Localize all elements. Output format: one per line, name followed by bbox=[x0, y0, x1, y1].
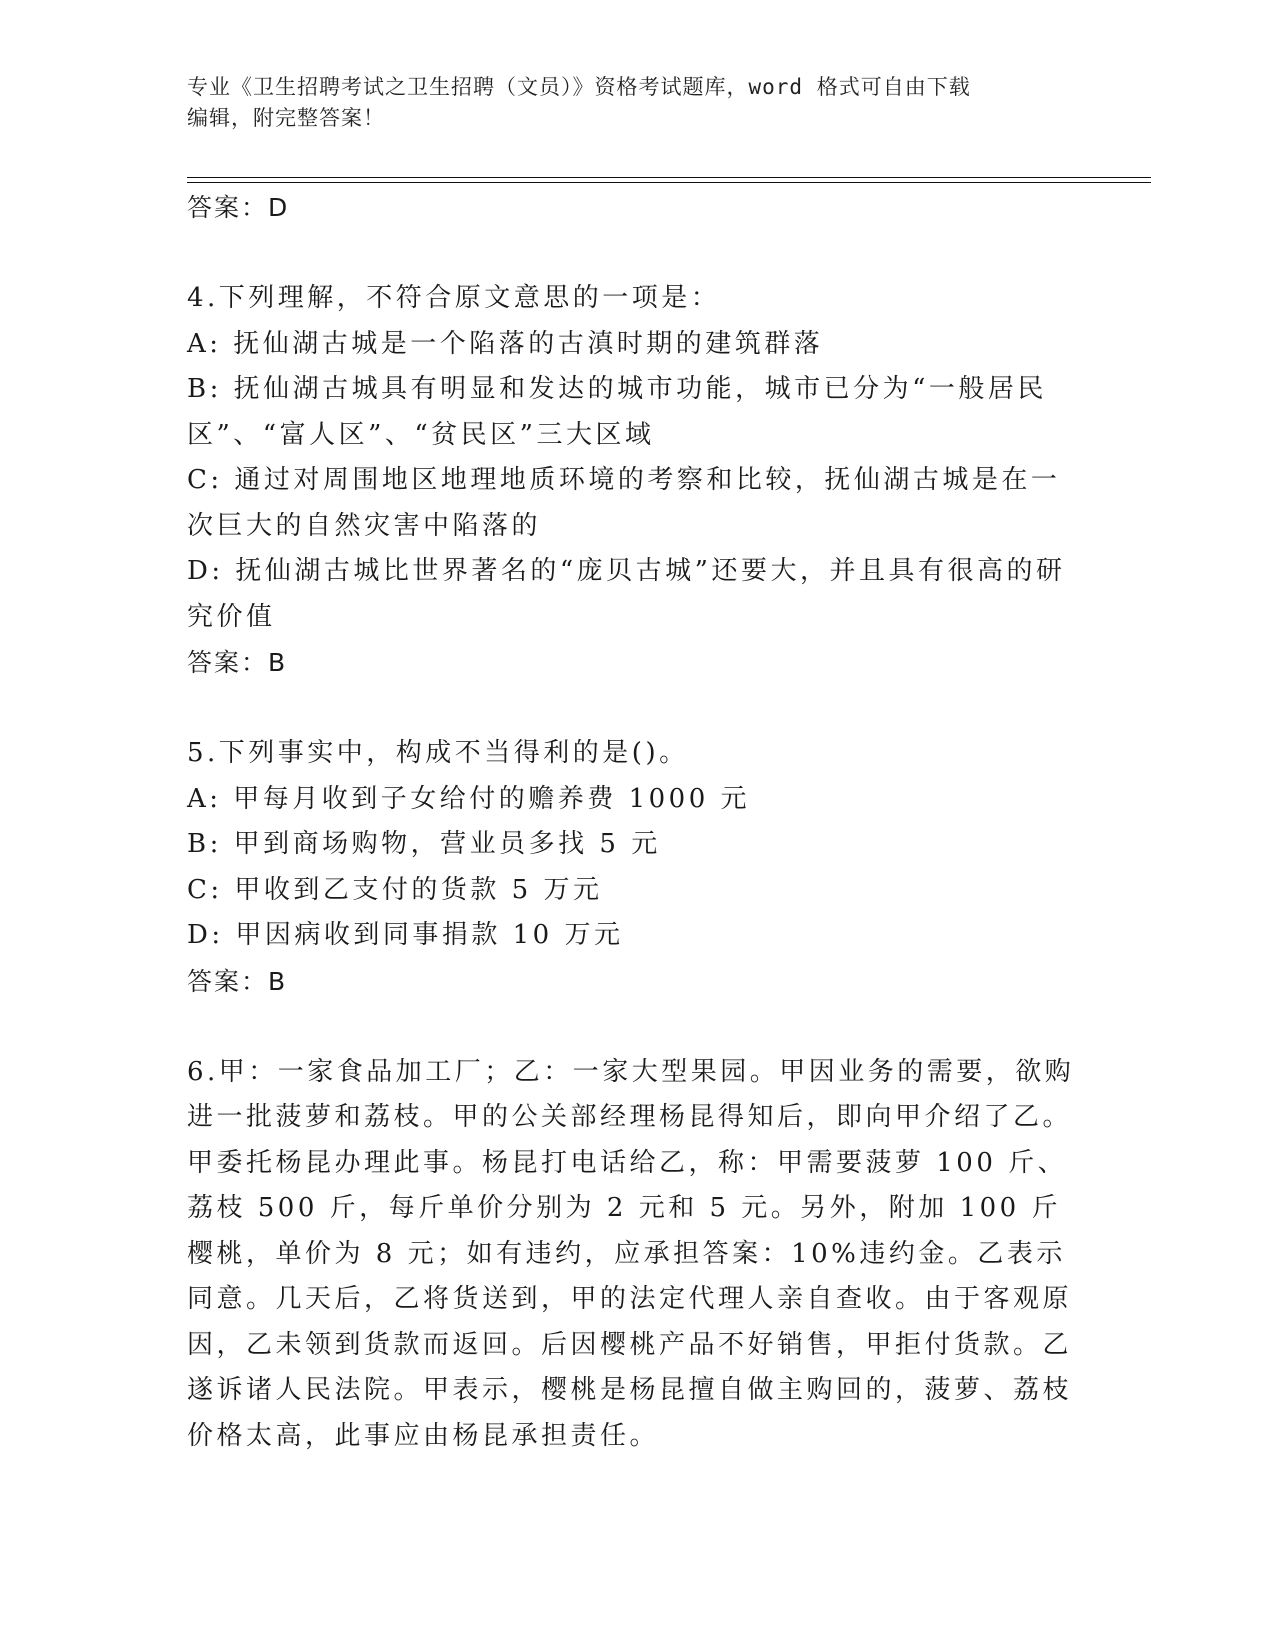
question-5-option-c: C: 甲收到乙支付的货款 5 万元 bbox=[187, 874, 603, 905]
question-5 bbox=[187, 731, 1087, 1004]
question-5-option-b: B: 甲到商场购物，营业员多找 5 元 bbox=[187, 829, 661, 859]
question-5-option-a: A: 甲每月收到子女给付的赡养费 1000 元 bbox=[187, 783, 750, 814]
spacer bbox=[187, 686, 1087, 732]
question-4-stem: 4.下列理解，不符合原文意思的一项是： bbox=[187, 283, 721, 313]
header-rule-top bbox=[187, 177, 1151, 178]
question-6 bbox=[187, 1050, 1087, 1460]
question-5-option-d: D: 甲因病收到同事捐款 10 万元 bbox=[187, 920, 624, 950]
question-5-stem: 5.下列事实中，构成不当得利的是()。 bbox=[187, 738, 689, 768]
question-4-option-c: C: 通过对周围地区地理地质环境的考察和比较，抚仙湖古城是在一次巨大的自然灾害中陷落的 bbox=[187, 465, 1061, 541]
question-4-option-a: A: 抚仙湖古城是一个陷落的古滇时期的建筑群落 bbox=[187, 328, 824, 359]
question-4-option-b: B: 抚仙湖古城具有明显和发达的城市功能，城市已分为“一般居民区”、“富人区”、“贫民区”三大区域 bbox=[187, 374, 1047, 450]
answer-question-5: 答案：B bbox=[187, 966, 288, 996]
answer-previous: 答案：D bbox=[187, 193, 290, 222]
spacer bbox=[187, 231, 1087, 277]
header-rule-bottom bbox=[187, 182, 1151, 183]
question-6-stem: 6.甲：一家食品加工厂；乙：一家大型果园。甲因业务的需要，欲购进一批菠萝和荔枝。甲的公关部经理杨昆得知后，即向甲介绍了乙。甲委托杨昆办理此事。杨昆打电话给乙，称：甲需要菠萝 100 斤、荔枝 500 斤，每斤单价分别为 2 元和 5 元。另外，附加 100 斤樱桃，单价为 8 元；如有违约，应承担答案：10%违约金。乙表示同意。几天后，乙将货送到，甲的法定代理人亲自查收。由于客观原因，乙未领到货款而返回。后因樱桃产品不好销售，甲拒付货款。乙遂诉诸人民法院。甲表示，樱桃是杨昆擅自做主购回的，菠萝、荔枝价格太高，此事应由杨昆承担责任。 bbox=[187, 1056, 1075, 1451]
question-4 bbox=[187, 276, 1087, 686]
question-4-option-d: D: 抚仙湖古城比世界著名的“庞贝古城”还要大，并且具有很高的研究价值 bbox=[187, 556, 1066, 632]
page-header bbox=[187, 72, 1067, 134]
spacer bbox=[187, 1004, 1087, 1050]
answer-question-4: 答案：B bbox=[187, 648, 288, 677]
document-body bbox=[187, 185, 1087, 1459]
header-line-1: 专业《卫生招聘考试之卫生招聘（文员）》资格考试题库，word 格式可自由下载 bbox=[187, 75, 971, 99]
header-line-2: 编辑，附完整答案！ bbox=[187, 106, 385, 130]
